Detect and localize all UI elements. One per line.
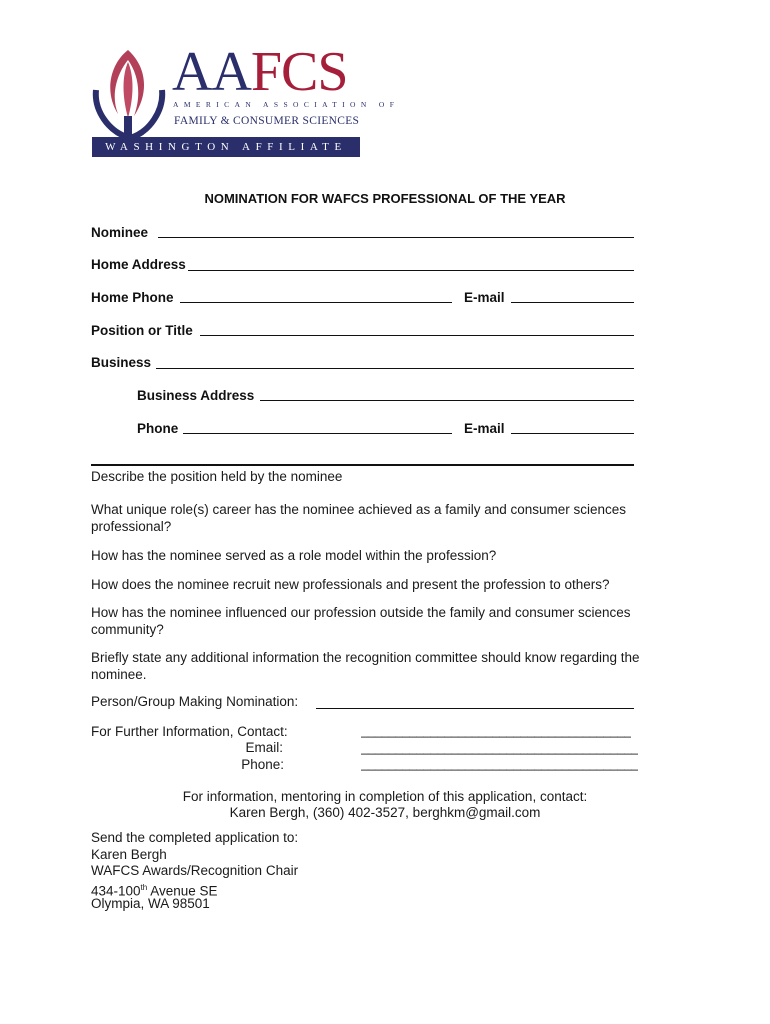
question-5: How has the nominee influenced our profession outside the family and consumer sciences community?	[91, 605, 631, 637]
street-suffix: th	[140, 883, 148, 892]
home-phone-label: Home Phone	[91, 290, 174, 305]
home-address-label: Home Address	[91, 257, 186, 272]
business-email-field[interactable]	[511, 433, 634, 434]
send-city: Olympia, WA 98501	[91, 896, 210, 911]
info-line-1: For information, mentoring in completion of this application, contact:	[182, 789, 588, 804]
torch-icon	[90, 44, 170, 140]
question-4: How does the nominee recruit new professionals and present the profession to others?	[91, 577, 610, 592]
street-number: 434-100	[91, 883, 141, 899]
business-email-label: E-mail	[464, 421, 505, 436]
business-phone-field[interactable]	[183, 433, 452, 434]
aafcs-logo	[90, 40, 400, 160]
logo-association: AMERICAN ASSOCIATION OF	[173, 100, 400, 109]
send-heading: Send the completed application to:	[91, 830, 299, 845]
position-label: Position or Title	[91, 323, 193, 338]
nominee-label: Nominee	[91, 225, 149, 240]
home-email-field[interactable]	[511, 302, 634, 303]
logo-fcs: FCS	[250, 41, 348, 103]
street-rest: Avenue SE	[147, 883, 218, 899]
business-field[interactable]	[156, 368, 634, 369]
send-name: Karen Bergh	[91, 847, 167, 862]
contact-phone-label: Phone:	[241, 757, 284, 772]
contact-email-label: Email:	[245, 740, 283, 755]
logo-aa: AA	[172, 41, 251, 103]
nominator-label: Person/Group Making Nomination:	[91, 694, 299, 709]
section-divider	[91, 464, 634, 466]
question-3: How has the nominee served as a role model within the profession?	[91, 548, 497, 563]
position-field[interactable]	[200, 335, 634, 336]
logo-wordmark	[172, 41, 348, 103]
home-address-field[interactable]	[188, 270, 634, 271]
page-title: NOMINATION FOR WAFCS PROFESSIONAL OF THE YEAR	[204, 191, 566, 206]
contact-email-field[interactable]: ________________________________________	[361, 740, 639, 755]
contact-phone-field[interactable]: ________________________________________	[361, 756, 639, 771]
home-email-label: E-mail	[464, 290, 505, 305]
question-6: Briefly state any additional information the recognition committee should know regarding the nominee.	[91, 650, 640, 682]
business-address-label: Business Address	[137, 388, 255, 403]
home-phone-field[interactable]	[180, 302, 452, 303]
contact-label: For Further Information, Contact:	[91, 724, 288, 739]
business-phone-label: Phone	[137, 421, 179, 436]
business-address-field[interactable]	[260, 400, 634, 401]
business-label: Business	[91, 355, 152, 370]
question-2: What unique role(s) career has the nominee achieved as a family and consumer sciences professional?	[91, 502, 627, 534]
question-1: Describe the position held by the nominee	[91, 469, 343, 484]
nominator-field[interactable]	[316, 708, 634, 709]
logo-subtitle: FAMILY & CONSUMER SCIENCES	[174, 115, 360, 127]
send-role: WAFCS Awards/Recognition Chair	[91, 863, 299, 878]
logo-affiliate-bar: WASHINGTON AFFILIATE	[92, 137, 360, 157]
nominee-field[interactable]	[158, 237, 634, 238]
contact-field[interactable]: _______________________________________	[361, 723, 632, 738]
info-line-2: Karen Bergh, (360) 402-3527, berghkm@gmail.com	[229, 805, 541, 820]
